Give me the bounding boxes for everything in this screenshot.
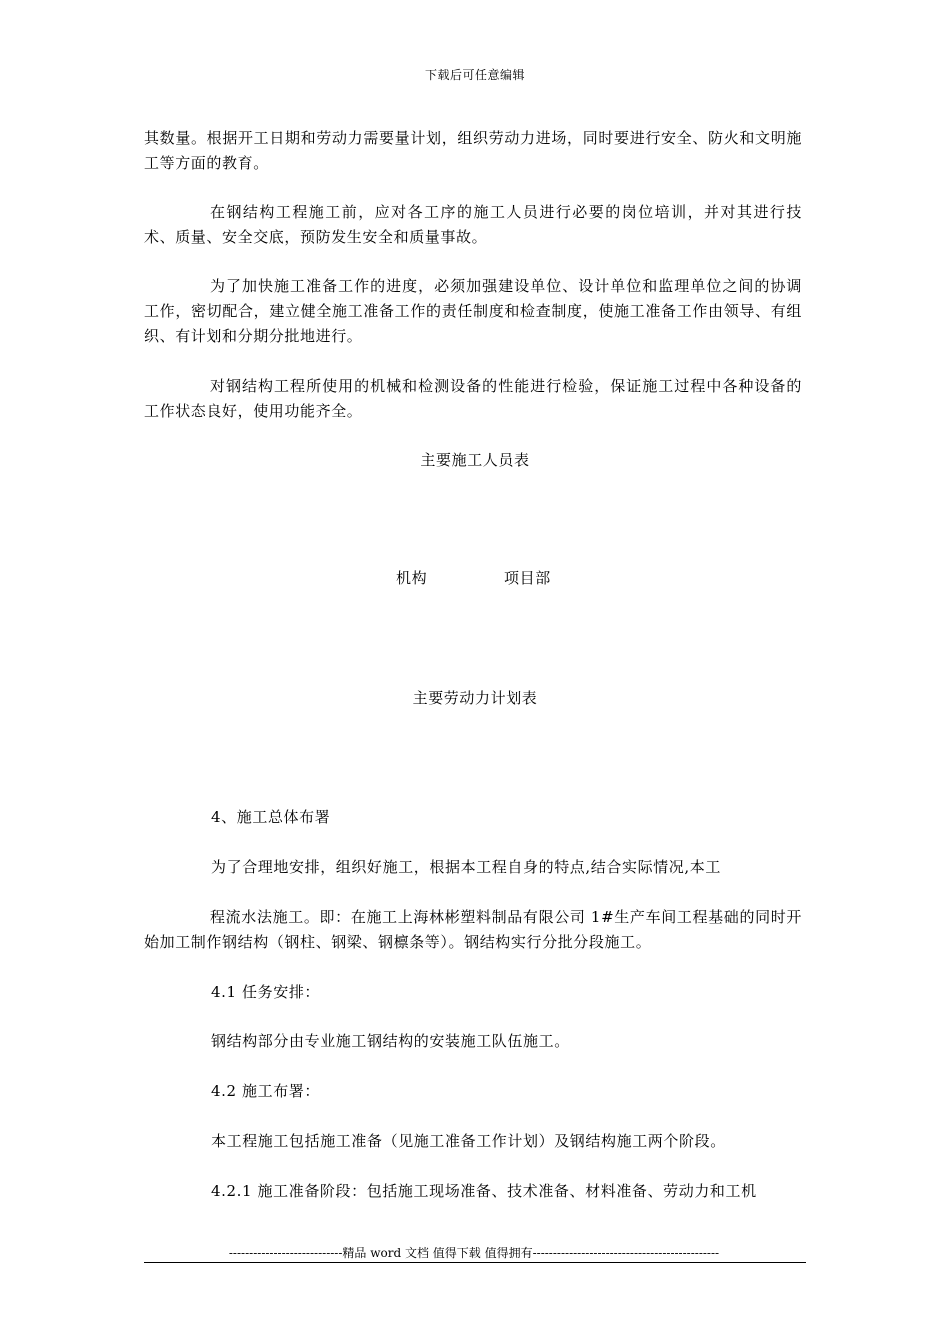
page-footer: ----------------------------精品 word 文档 值得下载 值得拥有---------------------------------------------- <box>228 1246 720 1260</box>
section-4-paragraph: 程流水法施工。即：在施工上海林彬塑料制品有限公司 1#生产车间工程基础的同时开始加工制作钢结构（钢柱、钢梁、钢檩条等）。钢结构实行分批分段施工。 <box>144 908 802 951</box>
paragraph-equipment: 对钢结构工程所使用的机械和检测设备的性能进行检验，保证施工过程中各种设备的工作状态良好，使用功能齐全。 <box>144 377 802 420</box>
personnel-table-title: 主要施工人员表 <box>420 451 530 469</box>
section-4-2-heading: 4.2 施工布署： <box>211 1082 321 1100</box>
section-4-1-text: 钢结构部分由专业施工钢结构的安装施工队伍施工。 <box>211 1032 570 1050</box>
page-header: 下载后可任意编辑 <box>424 68 525 82</box>
section-4-2-1-text: 4.2.1 施工准备阶段：包括施工现场准备、技术准备、材料准备、劳动力和工机 <box>211 1182 757 1200</box>
section-4-line: 为了合理地安排，组织好施工，根据本工程自身的特点,结合实际情况,本工 <box>211 858 721 876</box>
paragraph-coordination: 为了加快施工准备工作的进度，必须加强建设单位、设计单位和监理单位之间的协调工作，密切配合，建立健全施工准备工作的责任制度和检查制度，使施工准备工作由领导、有组织、有计划和分期分批地进行。 <box>144 277 802 345</box>
labor-plan-table-title: 主要劳动力计划表 <box>412 689 538 707</box>
section-4-2-text: 本工程施工包括施工准备（见施工准备工作计划）及钢结构施工两个阶段。 <box>211 1132 726 1150</box>
section-4-heading: 4、施工总体布署 <box>211 808 331 826</box>
section-4-1-heading: 4.1 任务安排： <box>211 983 321 1001</box>
paragraph-training: 在钢结构工程施工前，应对各工序的施工人员进行必要的岗位培训，并对其进行技术、质量、安全交底，预防发生安全和质量事故。 <box>144 203 802 246</box>
paragraph-workforce: 其数量。根据开工日期和劳动力需要量计划，组织劳动力进场，同时要进行安全、防火和文明施工等方面的教育。 <box>144 129 802 172</box>
table-header-project-dept: 项目部 <box>504 569 551 587</box>
footer-divider <box>144 1262 806 1263</box>
table-header-organization: 机构 <box>396 569 428 587</box>
